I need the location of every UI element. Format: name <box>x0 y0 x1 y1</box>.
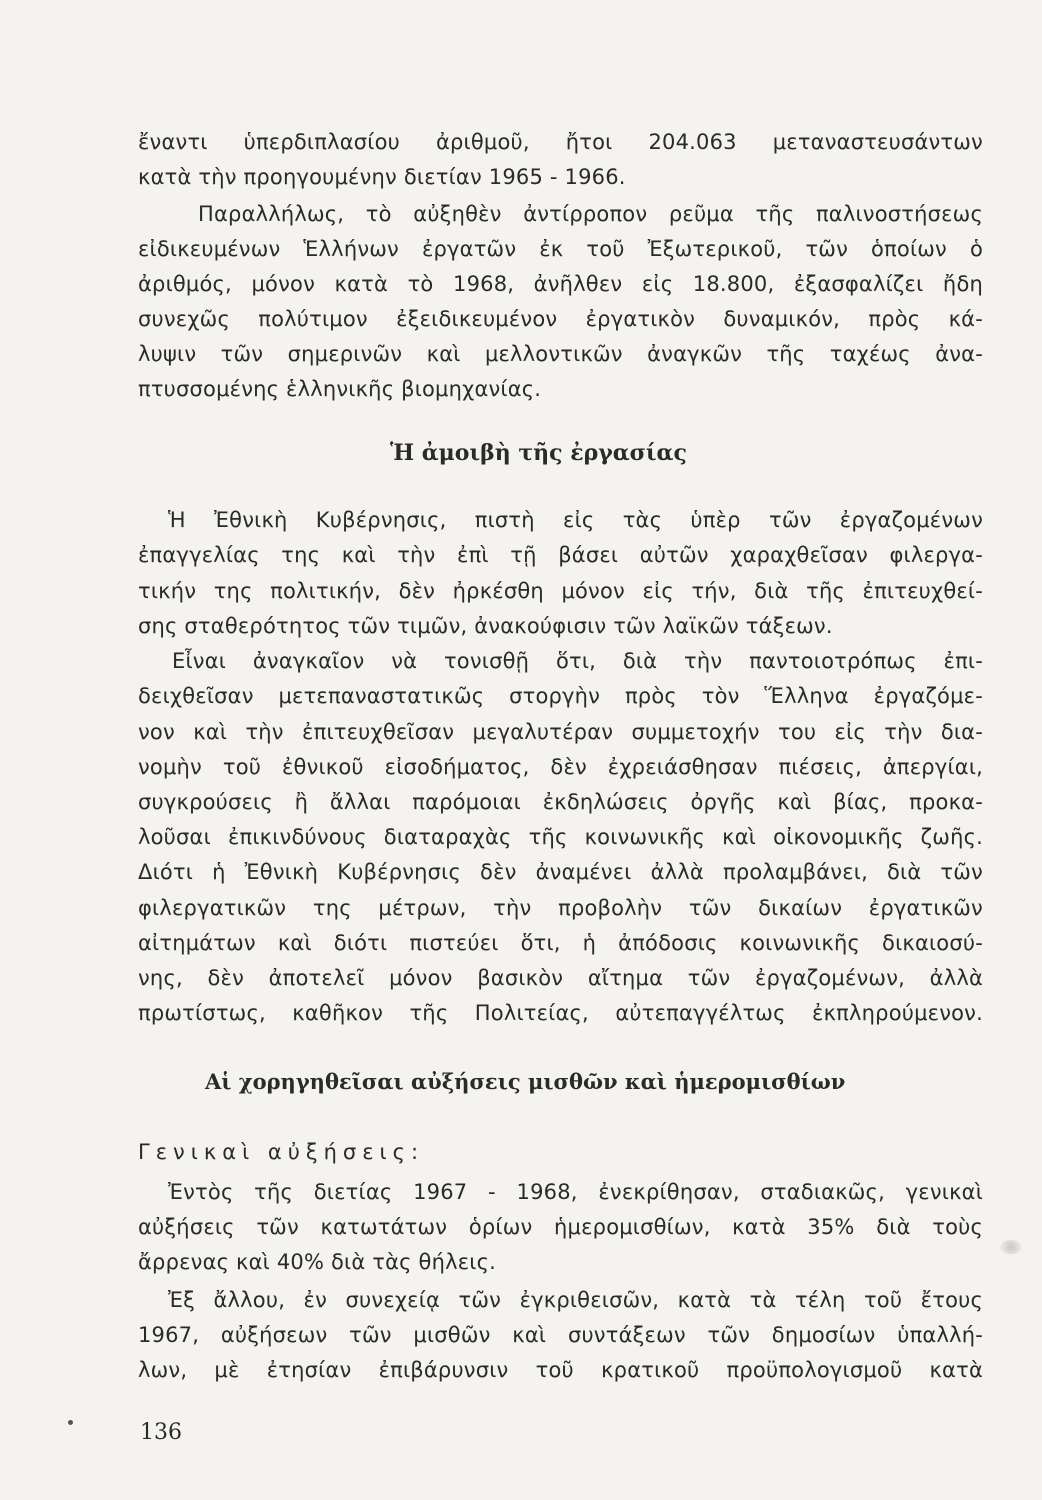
text-line: πτυσσομένης ἑλληνικῆς βιομηχανίας. <box>138 377 542 401</box>
text-line: σης σταθερότητος τῶν τιμῶν, ἀνακούφισιν τῶν λαϊκῶν τάξεων. <box>138 614 833 638</box>
section-heading-wages: Ἡ ἀμοιβὴ τῆς ἐργασίας <box>390 440 687 466</box>
paragraph-start-line: Ἐντὸς τῆς διετίας 1967 - 1968, ἐνεκρίθησαν, σταδιακῶς, γενικαὶ <box>168 1180 983 1204</box>
text-line: νης, δὲν ἀποτελεῖ μόνον βασικὸν αἴτημα τῶν ἐργαζομένων, ἀλλὰ <box>138 966 983 990</box>
text-line: Διότι ἡ Ἐθνικὴ Κυβέρνησις δὲν ἀναμένει ἀλλὰ προλαμβάνει, διὰ τῶν <box>138 860 983 884</box>
ink-speck <box>68 1420 73 1425</box>
text-line: λυψιν τῶν σημερινῶν καὶ μελλοντικῶν ἀναγκῶν τῆς ταχέως ἀνα- <box>138 342 983 366</box>
subheading-general-raises: Γενικαὶ αὐξήσεις: <box>138 1140 425 1164</box>
text-line: λοῦσαι ἐπικινδύνους διαταραχὰς τῆς κοινωνικῆς καὶ οἰκονομικῆς ζωῆς. <box>138 825 983 849</box>
page-number: 136 <box>140 1420 182 1445</box>
text-line: νομὴν τοῦ ἐθνικοῦ εἰσοδήματος, δὲν ἐχρειάσθησαν πιέσεις, ἀπεργίαι, <box>138 755 983 779</box>
text-line: νον καὶ τὴν ἐπιτευχθεῖσαν μεγαλυτέραν συμμετοχήν του εἰς τὴν δια- <box>138 720 983 744</box>
paragraph-start-line: Ἐξ ἄλλου, ἐν συνεχείᾳ τῶν ἐγκριθεισῶν, κατὰ τὰ τέλη τοῦ ἔτους <box>168 1288 983 1312</box>
text-line: συνεχῶς πολύτιμον ἐξειδικευμένον ἐργατικὸν δυναμικόν, πρὸς κά- <box>138 307 983 331</box>
section-heading-raises: Αἱ χορηγηθεῖσαι αὐξήσεις μισθῶν καὶ ἡμερομισθίων <box>205 1069 846 1094</box>
text-line: λων, μὲ ἐτησίαν ἐπιβάρυνσιν τοῦ κρατικοῦ προϋπολογισμοῦ κατὰ <box>138 1358 983 1382</box>
text-line: 1967, αὐξήσεων τῶν μισθῶν καὶ συντάξεων τῶν δημοσίων ὑπαλλή- <box>138 1323 983 1347</box>
paragraph-start-line: Παραλλήλως, τὸ αὐξηθὲν ἀντίρροπον ρεῦμα τῆς παλινοστήσεως <box>198 202 983 226</box>
text-line: εἰδικευμένων Ἑλλήνων ἐργατῶν ἐκ τοῦ Ἐξωτερικοῦ, τῶν ὁποίων ὁ <box>138 237 983 261</box>
text-line: ἄρρενας καὶ 40% διὰ τὰς θήλεις. <box>138 1250 496 1274</box>
text-line: ἔναντι ὑπερδιπλασίου ἀριθμοῦ, ἤτοι 204.063 μεταναστευσάντων <box>138 130 983 154</box>
text-line: πρωτίστως, καθῆκον τῆς Πολιτείας, αὐτεπαγγέλτως ἐκπληρούμενον. <box>138 1001 983 1025</box>
text-line: τικήν της πολιτικήν, δὲν ἠρκέσθη μόνον εἰς τήν, διὰ τῆς ἐπιτευχθεί- <box>138 579 983 603</box>
paper-smudge <box>1000 1240 1022 1254</box>
text-line: φιλεργατικῶν της μέτρων, τὴν προβολὴν τῶν δικαίων ἐργατικῶν <box>138 896 983 920</box>
paragraph-start-line: Ἡ Ἐθνικὴ Κυβέρνησις, πιστὴ εἰς τὰς ὑπὲρ τῶν ἐργαζομένων <box>168 508 983 532</box>
text-line: δειχθεῖσαν μετεπαναστατικῶς στοργὴν πρὸς τὸν Ἕλληνα ἐργαζόμε- <box>138 684 983 708</box>
text-line: ἐπαγγελίας της καὶ τὴν ἐπὶ τῇ βάσει αὐτῶν χαραχθεῖσαν φιλεργα- <box>138 543 983 567</box>
paragraph-start-line: Εἶναι ἀναγκαῖον νὰ τονισθῇ ὅτι, διὰ τὴν παντοιοτρόπως ἐπι- <box>172 649 983 673</box>
text-line: αὐξήσεις τῶν κατωτάτων ὁρίων ἡμερομισθίων, κατὰ 35% διὰ τοὺς <box>138 1215 983 1239</box>
text-line: κατὰ τὴν προηγουμένην διετίαν 1965 - 1966. <box>138 165 626 189</box>
text-line: ἀριθμός, μόνον κατὰ τὸ 1968, ἀνῆλθεν εἰς 18.800, ἐξασφαλίζει ἤδη <box>138 272 983 296</box>
text-line: συγκρούσεις ἢ ἄλλαι παρόμοιαι ἐκδηλώσεις ὀργῆς καὶ βίας, προκα- <box>138 790 983 814</box>
text-line: αἰτημάτων καὶ διότι πιστεύει ὅτι, ἡ ἀπόδοσις κοινωνικῆς δικαιοσύ- <box>138 931 983 955</box>
